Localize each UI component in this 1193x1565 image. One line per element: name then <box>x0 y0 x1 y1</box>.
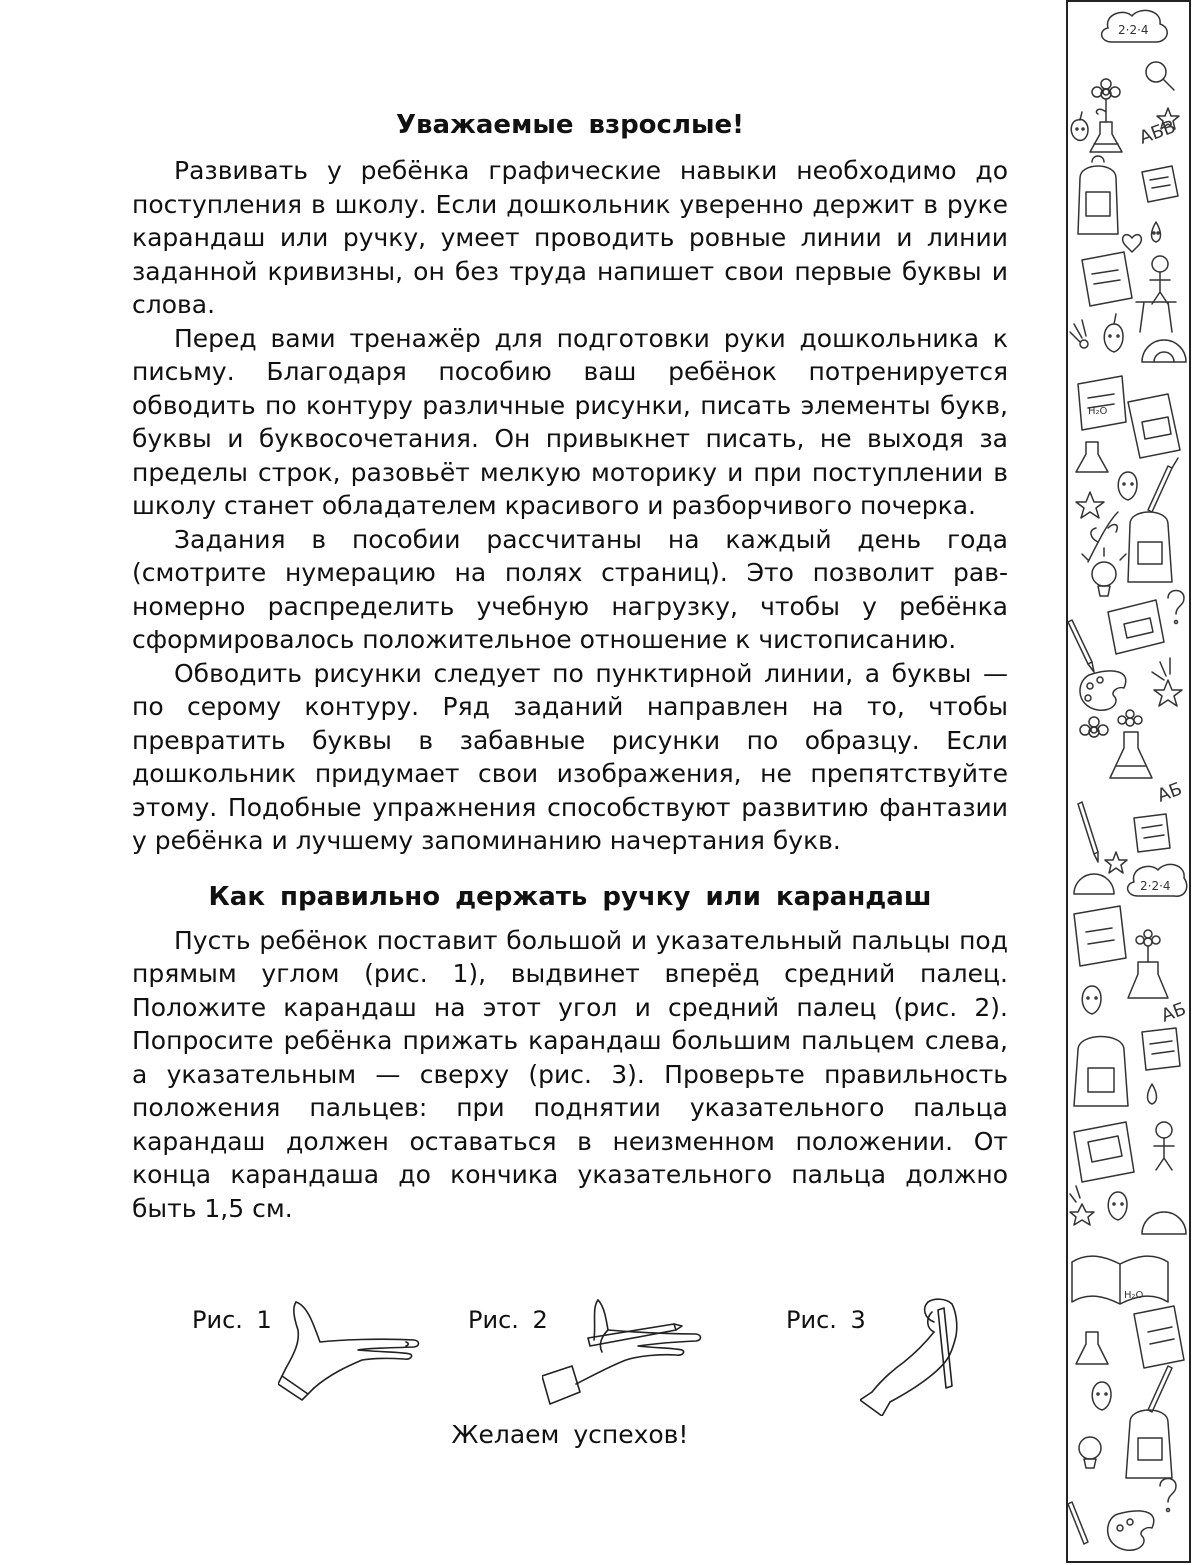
flower-icon <box>1136 930 1160 962</box>
leaf-sprig-icon <box>1088 512 1118 562</box>
closing-wish: Желаем успехов! <box>451 1420 689 1449</box>
flask-icon <box>1076 442 1108 472</box>
comet-icon <box>1070 320 1088 348</box>
paintbrush-icon <box>1148 1366 1172 1412</box>
notebook-icon <box>1082 252 1132 306</box>
equation-label: 2·2·4 <box>1140 879 1171 893</box>
flask-icon <box>1128 962 1168 998</box>
backpack-icon <box>1078 156 1118 234</box>
hand-right-angle-icon <box>278 1296 428 1416</box>
book-icon <box>1074 1122 1134 1182</box>
intro-paragraph-1: Развивать у ребёнка графические навыки необходимо до поступления в школу. Если дошкольник уверенно держит в руке карандаш или ручку, умеет проводить ровные линии и линии заданной кривизны, он без труда напишет свои первые буквы и слова. <box>132 156 1008 319</box>
figure-caption: Рис. 1 <box>192 1306 272 1334</box>
cloud-icon <box>1128 864 1187 896</box>
formula-label: Н₂О <box>1088 406 1108 417</box>
notebook-icon <box>1134 1306 1184 1368</box>
lightbulb-icon <box>1079 1437 1101 1468</box>
palette-icon <box>1108 1511 1154 1550</box>
palette-icon <box>1080 671 1126 710</box>
comet-icon <box>1070 1186 1094 1225</box>
flask-icon <box>1076 1332 1108 1364</box>
figure-3 <box>786 1296 1006 1416</box>
water-drop-icon <box>1148 1084 1157 1104</box>
hand-pencil-resting-icon <box>542 1296 728 1416</box>
figure-caption: Рис. 3 <box>786 1306 866 1334</box>
question-mark-icon <box>1160 1479 1176 1512</box>
notebook-icon <box>1128 394 1180 458</box>
intro-paragraph-4: Обводить рисунки следует по пунктирной линии, а буквы — по серому контуру. Ряд заданий направлен на то, чтобы превратить буквы в забавные рисунки по образцу. Если дошкольник придумает свои изображения, не препятствуйте этому. Подобные упражнения способствуют развитию фантазии у ребёнка и лучшему запоминанию начертания букв. <box>132 658 1008 855</box>
flask-icon <box>1110 732 1152 778</box>
flower-icon <box>1080 717 1108 737</box>
backpack-icon <box>1126 1410 1172 1478</box>
page-title: Уважаемые взрослые! <box>395 110 745 140</box>
sticky-note-icon <box>1142 166 1178 202</box>
abc-label: АБВ <box>1136 116 1179 149</box>
sticky-note-icon <box>1142 1028 1180 1070</box>
flower-icon <box>1092 79 1120 122</box>
protractor-icon <box>1142 1212 1186 1234</box>
intro-paragraph-2: Перед вами тренажёр для подготовки руки дошкольника к письму. Благодаря пособию ваш ребёнок потренируется обводить по контуру различные рисунки, писать элементы букв, буквы и буквосочетания. Он привыкнет писать, не выходя за пределы строк, разовьёт мелкую моторику и при поступлении в школу станет обладателем красивого и разборчивого почерка. <box>132 323 1008 520</box>
star-icon <box>1105 852 1127 873</box>
book-icon <box>1074 906 1126 966</box>
lightbulb-icon <box>1082 548 1126 596</box>
figure-1 <box>192 1296 432 1416</box>
comet-icon <box>1152 658 1182 706</box>
pencil-icon <box>1068 1502 1088 1544</box>
sticky-note-icon <box>1134 814 1170 852</box>
howto-paragraph: Пусть ребёнок поставит большой и указательный пальцы под прямым углом (рис. 1), выдвинет вперёд средний палец. Положите карандаш на этот угол и средний палец (рис. 2). Попросите ребёнка прижать карандаш большим пальцем слева, а указательным — сверху (рис. 3). Проверьте правильность положения пальцев: при поднятии указательного пальца карандаш должен оставаться в неизменном положении. От конца карандаша до кончика указательного пальца должно быть 1,5 см. <box>132 925 1008 1223</box>
abc-label: АБ <box>1154 778 1185 807</box>
book-icon <box>1108 600 1164 654</box>
smiley-kid-icon <box>1154 1122 1174 1170</box>
hand-holding-pencil-icon <box>860 1296 1000 1416</box>
apple-icon <box>1104 314 1123 352</box>
section-title: Как правильно держать ручку или карандаш <box>208 881 932 912</box>
stool-icon <box>1136 302 1176 332</box>
figure-caption: Рис. 2 <box>468 1306 548 1334</box>
flower-icon <box>1118 710 1142 726</box>
formula-label: Н₂О <box>1124 1290 1144 1301</box>
decorative-margin-strip <box>1066 0 1191 1563</box>
apple-icon <box>1092 1382 1111 1410</box>
apple-icon <box>1071 112 1088 140</box>
figures-row <box>150 1296 1010 1416</box>
pencil-icon <box>1068 620 1094 672</box>
intro-paragraph-3: Задания в пособии рассчитаны на каждый день года (смотрите нумерацию на полях страниц). Это позволит равномерно распределить учебную нагрузку, чтобы у ребёнка сформировалось положительное отношение к чистописанию. <box>132 524 1008 654</box>
water-drop-icon <box>1152 222 1161 242</box>
star-icon <box>1076 492 1104 518</box>
flask-icon <box>1090 122 1122 152</box>
main-text-column <box>132 108 1008 1225</box>
cloud-icon <box>1102 10 1168 42</box>
book-icon <box>1078 376 1126 430</box>
apple-icon <box>1082 986 1101 1014</box>
equation-label: 2·2·4 <box>1118 23 1149 37</box>
open-book-icon <box>1072 1256 1168 1304</box>
question-mark-icon <box>1168 591 1184 624</box>
smiley-kid-icon <box>1150 256 1170 304</box>
abc-label: АБ <box>1158 998 1189 1027</box>
backpack-icon <box>1074 1037 1128 1107</box>
apple-icon <box>1118 472 1137 500</box>
protractor-icon <box>1142 340 1186 362</box>
heart-icon <box>1123 235 1142 252</box>
doodle-pattern <box>1068 2 1189 1561</box>
magnifier-icon <box>1146 62 1174 90</box>
backpack-icon <box>1128 512 1172 582</box>
figure-2 <box>468 1296 728 1416</box>
protractor-icon <box>1074 874 1114 894</box>
paintbrush-icon <box>1148 458 1178 512</box>
apple-icon <box>1108 1192 1127 1220</box>
pencil-icon <box>1078 802 1098 862</box>
